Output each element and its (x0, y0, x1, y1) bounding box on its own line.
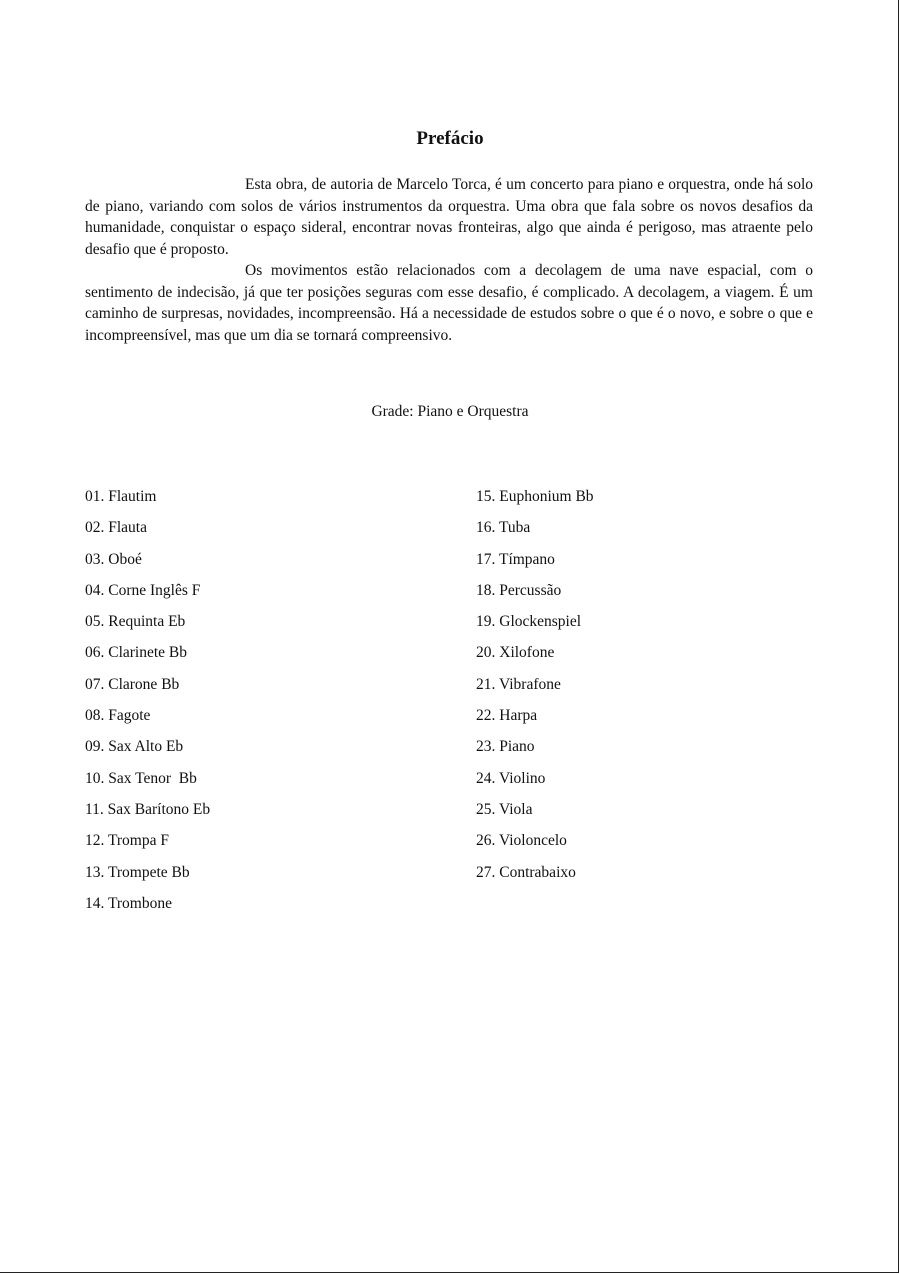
instrument-item: 11. Sax Barítono Eb (85, 800, 211, 818)
instrument-item: 17. Tímpano (476, 550, 555, 568)
instrument-item: 25. Viola (476, 800, 533, 818)
instrument-item: 05. Requinta Eb (85, 613, 186, 631)
preface-paragraph-1: Esta obra, de autoria de Marcelo Torca, é um concerto para piano e orquestra, onde há solo de piano, variando com solos de vários instrumentos da orquestra. Uma obra que fala sobre os novos desafios da humanidade, conquistar o espaço sideral, encontrar novas fronteiras, algo que ainda é perigoso, mas atraente pelo desafio que é proposto. (85, 176, 813, 258)
instrument-item: 13. Trompete Bb (85, 863, 190, 881)
instrument-item: 20. Xilofone (476, 644, 555, 662)
instrument-item: 19. Glockenspiel (476, 613, 582, 631)
instrument-item: 10. Sax Tenor Bb (85, 769, 197, 787)
instrument-item: 16. Tuba (476, 519, 531, 537)
instrument-item: 04. Corne Inglês F (85, 581, 201, 599)
instrument-item: 23. Piano (476, 738, 535, 756)
instrument-item: 21. Vibrafone (476, 675, 561, 693)
instrument-item: 12. Trompa F (85, 832, 169, 850)
instrument-list-left (85, 485, 210, 923)
grade-heading: Grade: Piano e Orquestra (371, 403, 529, 420)
instrument-item: 06. Clarinete Bb (85, 644, 188, 662)
instrument-item: 14. Trombone (85, 894, 172, 912)
instrument-item: 18. Percussão (476, 581, 562, 599)
instrument-item: 03. Oboé (85, 550, 142, 568)
preface-text (85, 174, 813, 346)
instrument-item: 09. Sax Alto Eb (85, 738, 184, 756)
instrument-item: 22. Harpa (476, 707, 538, 725)
instrument-list-right (476, 485, 594, 892)
page-title: Prefácio (416, 128, 484, 149)
instrument-item: 27. Contrabaixo (476, 863, 576, 881)
instrument-item: 01. Flautim (85, 488, 157, 505)
instrument-item: 24. Violino (476, 769, 546, 787)
instrument-item: 26. Violoncelo (476, 832, 567, 850)
instrument-item: 15. Euphonium Bb (476, 488, 594, 505)
instrument-item: 07. Clarone Bb (85, 675, 180, 693)
instrument-item: 08. Fagote (85, 707, 151, 725)
preface-paragraph-2: Os movimentos estão relacionados com a decolagem de uma nave espacial, com o sentimento de indecisão, já que ter posições seguras com esse desafio, é complicado. A decolagem, a viagem. É um caminho de surpresas, novidades, incompreensão. Há a necessidade de estudos sobre o que é o novo, e sobre o que e incompreensível, mas que um dia se tornará compreensivo. (85, 262, 813, 344)
instrument-item: 02. Flauta (85, 519, 147, 537)
